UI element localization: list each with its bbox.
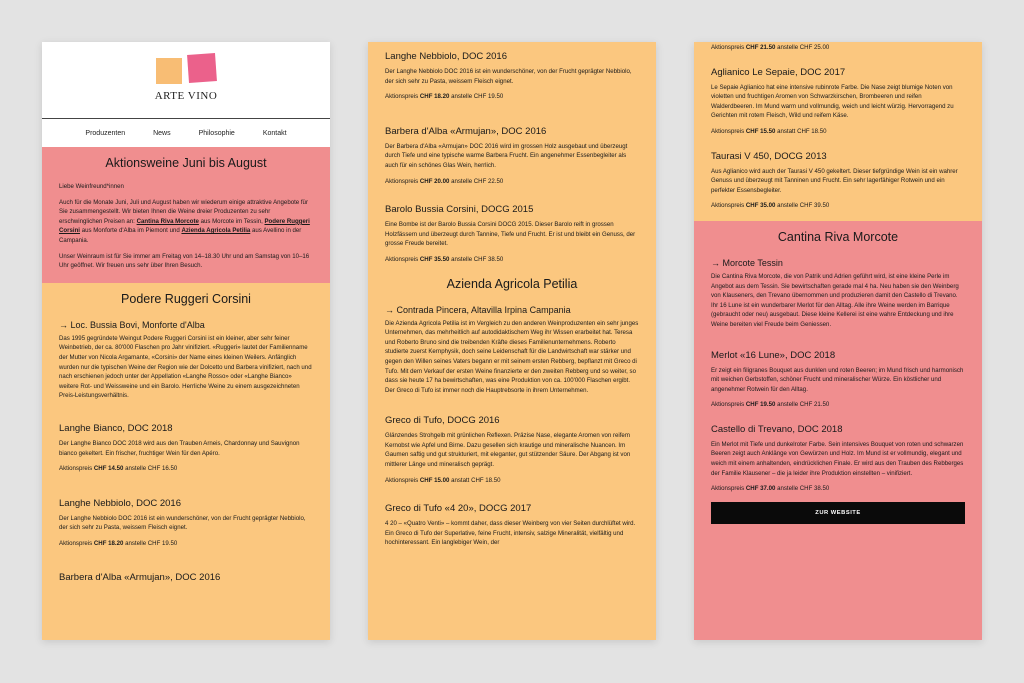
logo-square-orange [156,58,182,84]
intro-hours: Unser Weinraum ist für Sie immer am Freitag von 14–18.30 Uhr und am Samstag von 10–16 Uhr geöffnet. Wir freuen uns sehr über Ihren Besuch. [59,252,310,270]
nav-item-kontakt[interactable]: Kontakt [262,129,287,137]
wine-title: Merlot «16 Lune», DOC 2018 [711,349,836,361]
newsletter-panel-1 [42,42,330,640]
wine-title: Aglianico Le Sepaie, DOC 2017 [711,66,846,78]
newsletter-header [42,42,330,118]
newsletter-panel-2 [368,42,656,640]
newsletter-panel-3 [694,42,982,640]
wine-price: Aktionspreis CHF 15.50 anstatt CHF 18.50 [711,127,827,135]
main-nav [42,118,330,147]
wine-title: Langhe Nebbiolo, DOC 2016 [59,497,182,509]
petilia-desc: Die Azienda Agricola Petilia ist im Vergleich zu den anderen Weinproduzenten ein sehr junges Unternehmen, das mehrheitlich auf autodidaktischem Weg ihr Wissen erarbeitet hat. Teresa und Roberto Bruno sind die treibenden Kräfte dieses Familienunternehmens. Roberto studierte zuerst Kernphysik, doch seine Leidenschaft für die Landwirtschaft war stärker und gegen den Willen seines Vaters begann er mit seinem ersten Rebberg, bepflanzt mit Greco di Tufo. Mit dem Verkauf der ersten Weine finanzierte er den zweiten Rebberg und so weiter, so dass sie heute 17 ha bewirtschaften, was eine Produktion von ca. 100'000 Flaschen ergibt. Der Greco di Tufo ist immer noch die Hauptrebsorte in ihrem Unternehmen. [385,319,639,394]
wine-price: Aktionspreis CHF 19.50 anstelle CHF 21.50 [711,401,830,409]
wine-title: Langhe Bianco, DOC 2018 [59,422,173,434]
ruggeri-section-cont [368,42,656,265]
wine-desc: 4 20 – «Quatro Venti» – kommt daher, dass dieser Weinberg von vier Seiten durchlüftet wird. Ein Greco di Tufo der Superlative, feine Frucht, intensiv, salzige Mineralität, vielfältig und hochinteressant. Ein langlebiger Wein, der [385,520,636,547]
wine-title: Barolo Bussia Corsini, DOCG 2015 [385,204,534,216]
logo-square-magenta [187,53,217,83]
wine-title: Barbera d'Alba «Armujan», DOC 2016 [385,125,547,137]
intro-greeting: Liebe Weinfreund*innen [59,183,124,190]
wine-desc: Glänzendes Strohgelb mit grünlichen Reflexen. Präzise Nase, elegante Aromen von reifem Kernobst wie Apfel und Birne. Dazu gesellen sich krautige und mineralische Nuancen. Im Gaumen saftig und gut strukturiert, mit eleganter, gut stützender Säure. Der Abgang ist von mittlerer Länge und mineralisch geprägt. [385,432,631,469]
intro-body-c: aus Monforte d'Alba im Piemont und [80,227,182,235]
wine-desc: Aus Aglianico wird auch der Taurasi V 450 gekeltert. Dieser tiefgründige Wein ist ein wahrer Genuss und überzeugt mit Tanninen und Frucht. Ein sehr lagerfähiger Rotwein und ein perfekter Essensbegleiter. [711,167,958,194]
wine-desc: Ein Merlot mit Tiefe und dunkelroter Farbe. Sein intensives Bouquet von roten und schwarzen Beeren zeigt auch Anklänge von Gewürzen und Holz. Im Mund ist er vollmundig, elegant und weich mit einem anhaltenden, eindrücklichen Finale. Er wird aus den Trauben des Rebberges der Familie Klausener – die ja leider ihre Produktion einstellten – vinifiziert. [711,440,964,477]
wine-price: Aktionspreis CHF 35.00 anstelle CHF 39.50 [711,202,830,210]
ruggeri-location: → Loc. Bussia Bovi, Monforte d'Alba [59,319,205,330]
riva-section [694,221,982,640]
intro-body [59,198,313,246]
wine-price: Aktionspreis CHF 35.50 anstelle CHF 38.50 [385,255,504,263]
wine-price: Aktionspreis CHF 18.20 anstelle CHF 19.50 [385,93,504,101]
link-azienda-agricola-petilia[interactable]: Azienda Agricola Petilia [181,227,251,235]
wine-title: Taurasi V 450, DOCG 2013 [711,150,827,162]
petilia-section-cont [694,43,982,221]
nav-item-philosophie[interactable]: Philosophie [198,129,235,137]
intro-body-b: aus Morcote im Tessin, [198,217,265,225]
riva-desc: Die Cantina Riva Morcote, die von Patrik und Adrien geführt wird, ist eine kleine Perle im Angebot aus dem Tessin. Sie bewirtschaften gerade mal 4 ha. Neu haben sie den Weinberg von Klauseners, den Trevano übernommen und produzieren damit den Castello di Trevano. Ihr 16 Lune ist ein wunderbarer Merlot für den Alltag. Alle ihre Weine werden im Barrique (gebraucht oder neu) ausgebaut. Diese kleine Kellerei ist eine wahre Entdeckung und ihre Weine bereiten viel Freude beim Geniessen. [711,272,959,328]
website-button[interactable]: ZUR WEBSITE [711,502,965,524]
link-podere-ruggeri-corsini[interactable]: Podere Ruggeri Corsini [59,217,310,235]
intro-body-d: aus Avellino in der Campania. [59,227,302,244]
nav-item-news[interactable]: News [153,129,171,137]
riva-location: → Morcote Tessin [711,257,783,268]
wine-desc: Le Sepaie Aglianico hat eine intensive rubinrote Farbe. Die Nase zeigt blumige Noten von violetten und fruchtigen Aromen von Schwarzkirschen, Brombeeren und reifen Walderdbeeren. Im Mund warm und vollmundig, weich und leicht würzig. Hervorragend zu Gerichten mit rotem Fleisch, Wild und reifem Käse. [711,83,954,120]
intro-section [42,147,330,283]
wine-desc: Eine Bombe ist der Barolo Bussia Corsini DOCG 2015. Dieser Barolo reift in grossen Holzfässern und überzeugt durch Tannine, Tiefe und Frucht. Er ist und bleibt ein Genuss, der grosse Freude bereitet. [385,221,636,248]
wine-title: Barbera d'Alba «Armujan», DOC 2016 [59,572,221,584]
wine-desc: Er zeigt ein filigranes Bouquet aus dunklen und roten Beeren; im Mund frisch und harmonisch mit weichen Gerbstoffen, schöner Frucht und mineralischer Würze. Ein köstlicher und angenehmer Rotwein für den Alltag. [711,366,964,393]
wine-price: Aktionspreis CHF 20.00 anstelle CHF 22.50 [385,177,504,185]
wine-desc: Der Langhe Nebbiolo DOC 2016 ist ein wunderschöner, von der Frucht geprägter Nebbiolo, der sich sehr zu Pasta, weissem Fleisch eignet. [59,514,306,532]
wine-desc: Der Langhe Nebbiolo DOC 2016 ist ein wunderschöner, von der Frucht geprägter Nebbiolo, der sich sehr zu Pasta, weissem Fleisch eignet. [385,68,632,85]
petilia-section [368,273,656,549]
intro-body-a: Auch für die Monate Juni, Juli und August haben wir wiederum einige attraktive Angebote für Sie zusammengestellt. Wir bieten Ihnen die Weine dreier Produzenten zu sehr erschwinglichen Preisen an: [59,198,308,225]
ruggeri-desc: Das 1995 gegründete Weingut Podere Ruggeri Corsini ist ein kleiner, aber sehr feiner Weinbetrieb, der ca. 80'000 Flaschen pro Jahr vinifiziert. «Ruggeri» lautet der Familienname der Mutter von Nicola Argamante, «Corsini» der Name eines kleinen Weilers. Anfänglich wurden nur die typischen Weine der Region wie der Dolcetto und Barbera vinifiziert, nach und nach erschienen jedoch unter der Appellation «Langhe Rosso» oder «Langhe Bianco» weitere Rot- und Weissweine und ein Barolo. Herrliche Weine zu einem ausgezeichneten Preis-Leistungsverhältnis. [59,334,312,400]
nav-item-produzenten[interactable]: Produzenten [85,129,126,137]
ruggeri-title: Podere Ruggeri Corsini [121,291,251,306]
wine-title: Greco di Tufo, DOCG 2016 [385,415,500,427]
riva-title: Cantina Riva Morcote [777,229,899,244]
ruggeri-section [42,283,330,589]
wine-price: Aktionspreis CHF 18.20 anstelle CHF 19.50 [59,539,178,547]
petilia-title: Azienda Agricola Petilia [446,276,578,291]
wine-desc: Der Barbera d'Alba «Armujan» DOC 2016 wird im grossen Holz ausgebaut und überzeugt durch Tiefe und eine typische warme Barbera Frucht. Ein angenehmer Essenbegleiter als auch für ein schönes Glas Wein, herrlich. [385,142,628,169]
wine-title: Langhe Nebbiolo, DOC 2016 [385,51,508,62]
wine-title: Castello di Trevano, DOC 2018 [711,423,843,435]
wine-price: Aktionspreis CHF 21.50 anstelle CHF 25.00 [711,44,830,51]
wine-price: Aktionspreis CHF 14.50 anstelle CHF 16.50 [59,465,178,473]
wine-price: Aktionspreis CHF 15.00 anstatt CHF 18.50 [385,476,501,484]
intro-title: Aktionsweine Juni bis August [105,156,267,170]
wine-desc: Der Langhe Bianco DOC 2018 wird aus den Trauben Arneis, Chardonnay und Sauvignon bianco gekeltert. Ein frischer, fruchtiger Wein für den Apéro. [59,439,300,457]
brand-name[interactable]: ARTE VINO [154,90,218,102]
link-cantina-riva-morcote[interactable]: Cantina Riva Morcote [136,217,199,225]
wine-price: Aktionspreis CHF 37.00 anstelle CHF 38.50 [711,485,830,493]
wine-title: Greco di Tufo «4 20», DOCG 2017 [385,503,532,515]
petilia-location: → Contrada Pincera, Altavilla Irpina Campania [385,304,571,315]
